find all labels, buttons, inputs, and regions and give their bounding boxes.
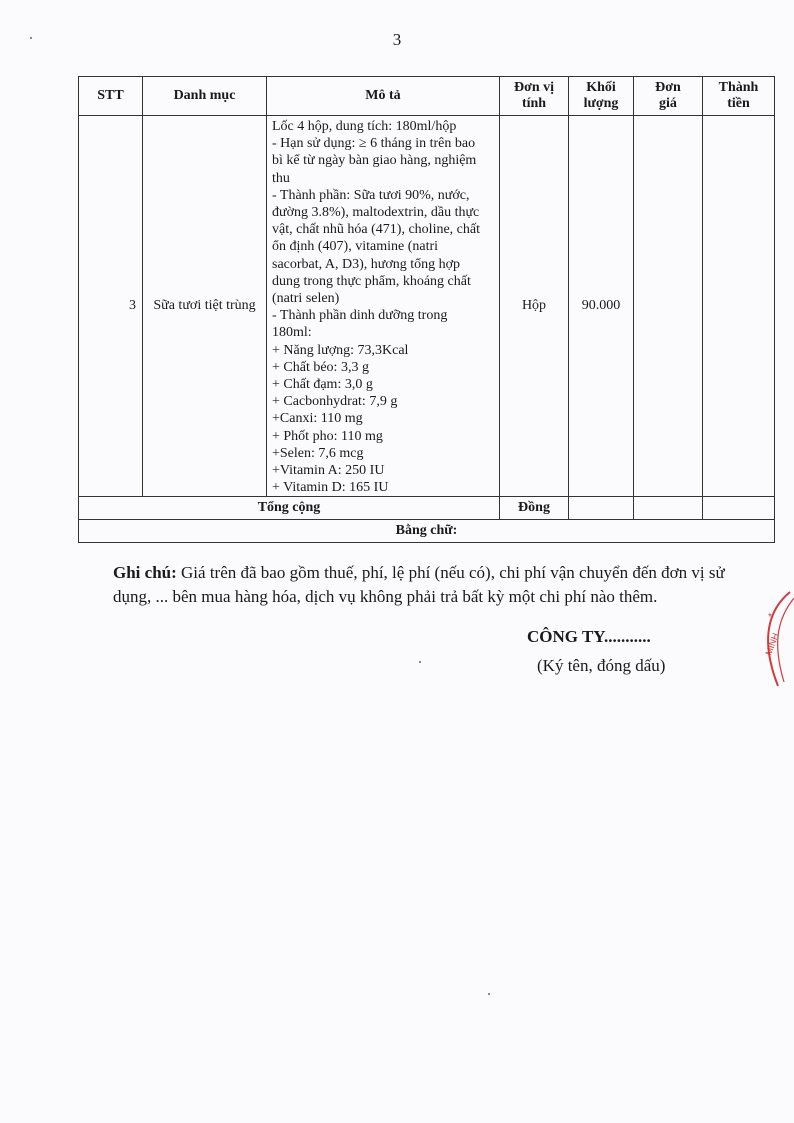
header-stt: STT [79, 77, 143, 116]
description-line: ổn định (407), vitamine (natri [272, 239, 439, 255]
description-line: + Vitamin D: 165 IU [272, 480, 389, 496]
description-line: +Vitamin A: 250 IU [272, 463, 385, 479]
red-stamp-fragment [738, 590, 794, 690]
description-line: 180ml: [272, 325, 312, 341]
header-amount-line2: tiền [727, 96, 750, 111]
company-name: CÔNG TY........... [527, 627, 651, 646]
row-description [267, 116, 500, 497]
header-category: Danh mục [143, 77, 267, 116]
header-amount-line1: Thành [718, 80, 759, 95]
total-price-cell [634, 497, 703, 520]
speck [419, 661, 421, 663]
description-line: thu [272, 170, 290, 186]
note-label: Ghi chú: [113, 563, 177, 582]
note [113, 561, 753, 609]
stamp-text: MINH [763, 631, 781, 657]
header-price-line1: Đơn [655, 80, 681, 95]
description-line: dung trong thực phẩm, khoáng chất [272, 273, 471, 289]
description-line: + Phốt pho: 110 mg [272, 428, 383, 444]
speck [30, 37, 32, 39]
total-volume-cell [569, 497, 634, 520]
row-volume: 90.000 [569, 116, 634, 497]
description-line: +Selen: 7,6 mcg [272, 445, 364, 461]
page-number: 3 [392, 30, 402, 49]
description-line: - Thành phần dinh dưỡng trong [272, 308, 448, 324]
header-price [634, 77, 703, 116]
description-line: đường 3.8%), maltodextrin, dầu thực [272, 205, 480, 221]
total-unit: Đồng [500, 497, 569, 520]
row-price [634, 116, 703, 497]
header-unit [500, 77, 569, 116]
description-line: - Hạn sử dụng: ≥ 6 tháng in trên bao [272, 136, 476, 152]
table-row [79, 116, 775, 497]
description-line: + Chất béo: 3,3 g [272, 359, 369, 375]
total-row [79, 497, 775, 520]
table-header-row [79, 77, 775, 116]
description-line: +Canxi: 110 mg [272, 411, 363, 427]
in-words-row [79, 520, 775, 543]
total-label: Tổng cộng [79, 497, 500, 520]
header-volume-line1: Khối [586, 80, 616, 95]
header-price-line2: giá [659, 96, 677, 111]
description-line: + Năng lượng: 73,3Kcal [272, 342, 409, 358]
description-line: sacorbat, A, D3), hương tổng hợp [272, 256, 461, 272]
description-line: Lốc 4 hộp, dung tích: 180ml/hộp [272, 119, 457, 134]
row-category: Sữa tươi tiệt trùng [143, 116, 267, 497]
description-line: + Chất đạm: 3,0 g [272, 377, 373, 393]
row-amount [703, 116, 775, 497]
row-stt: 3 [79, 116, 143, 497]
description-line: bì kể từ ngày bàn giao hàng, nghiệm [272, 153, 477, 169]
description-line: - Thành phần: Sữa tươi 90%, nước, [272, 187, 470, 203]
header-volume [569, 77, 634, 116]
header-unit-line1: Đơn vị [513, 80, 555, 95]
goods-table [78, 76, 775, 543]
speck [488, 993, 490, 995]
header-description: Mô tả [267, 77, 500, 116]
sign-instruction: (Ký tên, đóng dấu) [537, 656, 666, 675]
row-unit: Hộp [500, 116, 569, 497]
total-amount-cell [703, 497, 775, 520]
note-text: Giá trên đã bao gồm thuế, phí, lệ phí (nếu có), chi phí vận chuyển đến đơn vị sử dụng, ... bên mua hàng hóa, dịch vụ không phải trả bất kỳ một chi phí nào thêm. [113, 563, 725, 606]
in-words-label: Bằng chữ: [79, 520, 775, 543]
header-volume-line2: lượng [583, 96, 619, 111]
description-line: (natri selen) [272, 291, 340, 307]
header-amount [703, 77, 775, 116]
header-unit-line2: tính [521, 96, 547, 111]
svg-text:*: * [768, 612, 772, 623]
description-line: + Cacbonhydrat: 7,9 g [272, 394, 398, 410]
description-line: vật, chất nhũ hóa (471), choline, chất [272, 222, 480, 238]
